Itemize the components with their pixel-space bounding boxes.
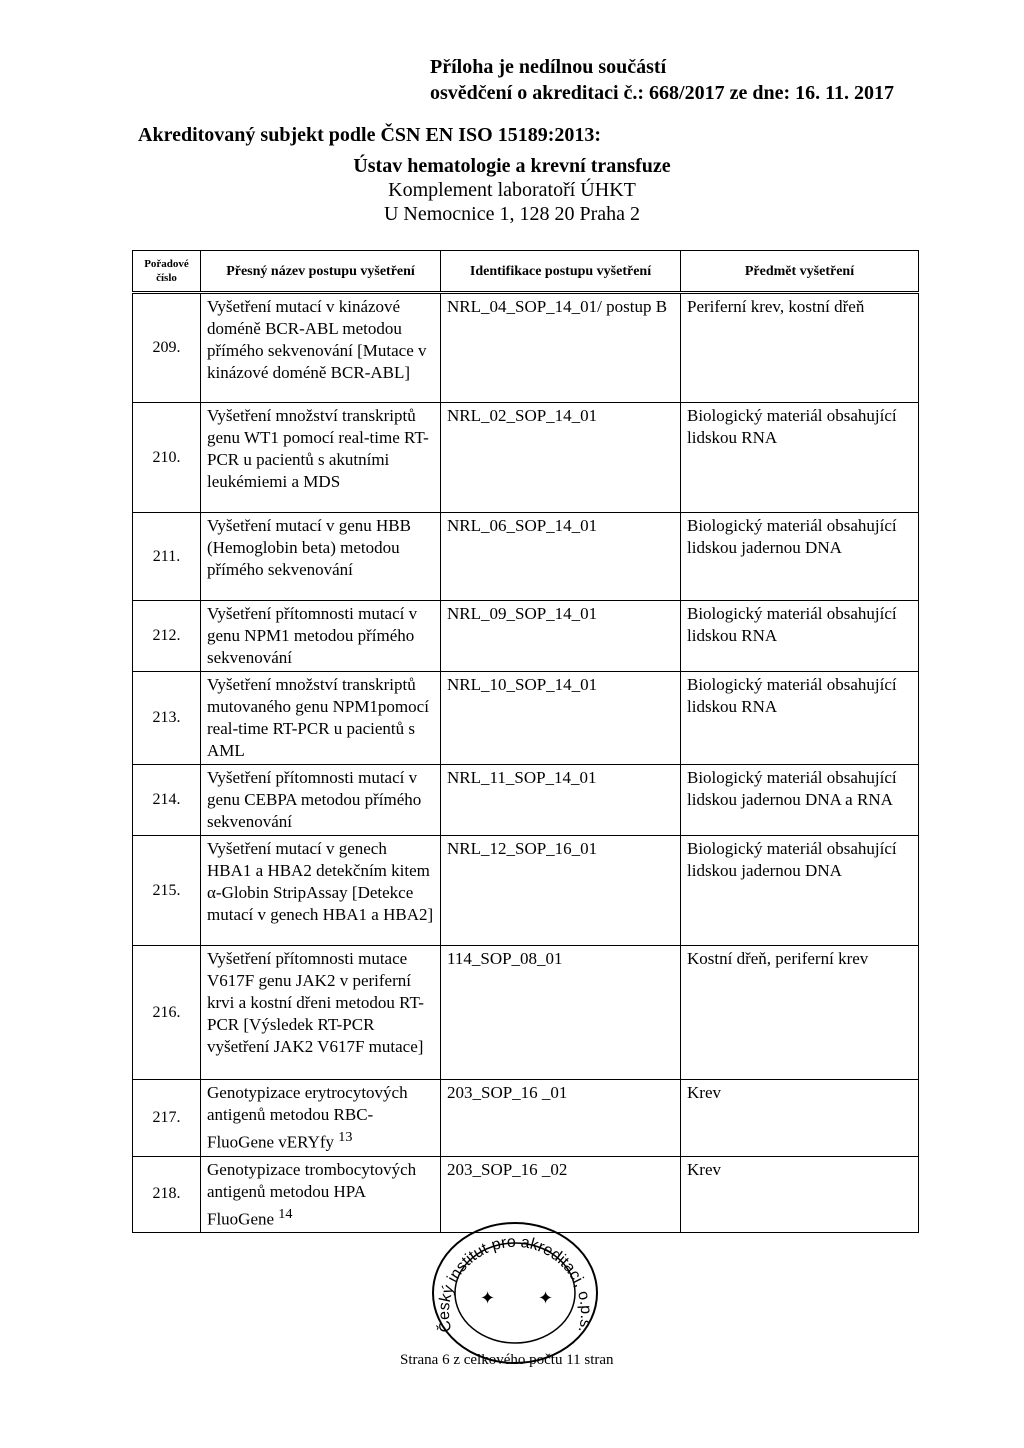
stamp-text: Český institut pro akreditaci, o.p.s. [435, 1233, 595, 1335]
annex-note [430, 54, 950, 106]
row-number: 210. [133, 403, 201, 513]
procedure-name [201, 1156, 441, 1233]
procedure-id: 203_SOP_16 _02 [441, 1156, 681, 1233]
procedure-name: Vyšetření množství transkriptů genu WT1 pomocí real-time RT-PCR u pacientů s akutními leukémiemi a MDS [201, 403, 441, 513]
annex-line-1: Příloha je nedílnou součástí [430, 56, 667, 78]
col-header-name: Přesný název postupu vyšetření [201, 251, 441, 293]
row-number: 216. [133, 946, 201, 1080]
org-name: Ústav hematologie a krevní transfuze [353, 155, 671, 177]
examination-subject: Biologický materiál obsahující lidskou RNA [681, 601, 919, 672]
examination-subject: Biologický materiál obsahující lidskou jadernou DNA a RNA [681, 765, 919, 836]
org-unit: Komplement laboratoří ÚHKT [388, 179, 636, 201]
examination-subject: Periferní krev, kostní dřeň [681, 293, 919, 403]
procedure-id: NRL_06_SOP_14_01 [441, 513, 681, 601]
procedure-name: Vyšetření mutací v genech HBA1 a HBA2 detekčním kitem α-Globin StripAssay [Detekce mutací v genech HBA1 a HBA2] [201, 836, 441, 946]
row-number: 217. [133, 1080, 201, 1157]
col-header-subject: Předmět vyšetření [681, 251, 919, 293]
procedure-id: NRL_11_SOP_14_01 [441, 765, 681, 836]
table-row [133, 513, 919, 601]
procedure-id: NRL_10_SOP_14_01 [441, 672, 681, 765]
procedure-name [201, 1080, 441, 1157]
row-number: 215. [133, 836, 201, 946]
footnote-marker: 14 [278, 1205, 293, 1222]
procedure-name: Vyšetření mutací v genu HBB (Hemoglobin beta) metodou přímého sekvenování [201, 513, 441, 601]
svg-text:✦: ✦ [538, 1288, 554, 1308]
procedure-id: 114_SOP_08_01 [441, 946, 681, 1080]
row-number: 214. [133, 765, 201, 836]
table-row [133, 293, 919, 403]
accredited-subject: Akreditovaný subjekt podle ČSN EN ISO 15189:2013: [138, 124, 602, 146]
table-row [133, 403, 919, 513]
examination-subject: Kostní dřeň, periferní krev [681, 946, 919, 1080]
procedure-name-text: Genotypizace erytrocytových antigenů metodou RBC-FluoGene vERYfy [207, 1083, 408, 1152]
table-row [133, 601, 919, 672]
procedures-table [132, 250, 919, 1233]
procedure-name-text: Genotypizace trombocytových antigenů metodou HPA FluoGene [207, 1159, 417, 1229]
procedure-name: Vyšetření mutací v kinázové doméně BCR-ABL metodou přímého sekvenování [Mutace v kinázové doméně BCR-ABL] [201, 293, 441, 403]
procedure-id: NRL_12_SOP_16_01 [441, 836, 681, 946]
table-header-row [133, 251, 919, 293]
row-number: 218. [133, 1156, 201, 1233]
procedure-name: Vyšetření přítomnosti mutací v genu NPM1 metodou přímého sekvenování [201, 601, 441, 672]
examination-subject: Biologický materiál obsahující lidskou jadernou DNA [681, 836, 919, 946]
org-address: U Nemocnice 1, 128 20 Praha 2 [383, 203, 641, 225]
table-row [133, 946, 919, 1080]
procedure-name: Vyšetření množství transkriptů mutovaného genu NPM1pomocí real-time RT-PCR u pacientů s AML [201, 672, 441, 765]
procedure-name: Vyšetření přítomnosti mutací v genu CEBPA metodou přímého sekvenování [201, 765, 441, 836]
row-number: 213. [133, 672, 201, 765]
accreditation-stamp [420, 1218, 610, 1368]
examination-subject: Biologický materiál obsahující lidskou RNA [681, 403, 919, 513]
table-row [133, 765, 919, 836]
examination-subject: Krev [681, 1156, 919, 1233]
examination-subject: Biologický materiál obsahující lidskou jadernou DNA [681, 513, 919, 601]
row-number: 211. [133, 513, 201, 601]
row-number: 212. [133, 601, 201, 672]
procedure-id: NRL_04_SOP_14_01/ postup B [441, 293, 681, 403]
page-footer: Strana 6 z celkového počtu 11 stran [400, 1352, 614, 1368]
annex-line-2: osvědčení o akreditaci č.: 668/2017 ze dne: 16. 11. 2017 [430, 82, 895, 104]
examination-subject: Krev [681, 1080, 919, 1157]
table-row [133, 1080, 919, 1157]
organization-block [0, 154, 1024, 226]
procedure-id: 203_SOP_16 _01 [441, 1080, 681, 1157]
examination-subject: Biologický materiál obsahující lidskou RNA [681, 672, 919, 765]
row-number: 209. [133, 293, 201, 403]
table-row [133, 672, 919, 765]
svg-text:Český institut pro akreditaci, [434, 1234, 594, 1335]
procedure-name: Vyšetření přítomnosti mutace V617F genu JAK2 v periferní krvi a kostní dřeni metodou RT-PCR [Výsledek RT-PCR vyšetření JAK2 V617F mutace] [201, 946, 441, 1080]
table-row [133, 836, 919, 946]
procedure-id: NRL_02_SOP_14_01 [441, 403, 681, 513]
svg-text:✦: ✦ [480, 1288, 496, 1308]
col-header-id: Identifikace postupu vyšetření [441, 251, 681, 293]
col-header-number: Pořadové číslo [133, 251, 201, 293]
footnote-marker: 13 [338, 1129, 353, 1145]
procedure-id: NRL_09_SOP_14_01 [441, 601, 681, 672]
